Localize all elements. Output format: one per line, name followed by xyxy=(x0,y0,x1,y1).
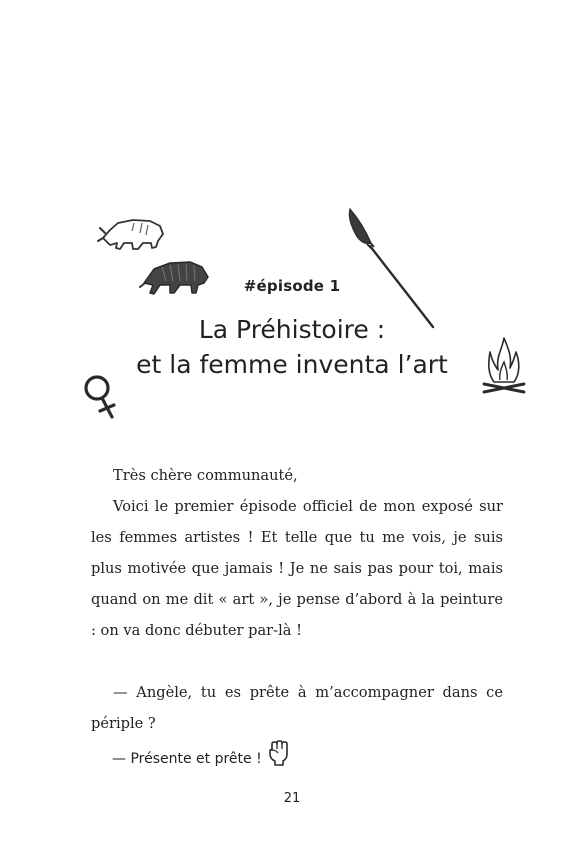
episode-label: #épisode 1 xyxy=(243,277,341,295)
page-number: 21 xyxy=(283,791,301,806)
chapter-title-line-1: La Préhistoire : xyxy=(198,315,386,344)
spear-icon xyxy=(345,207,437,329)
raised-fist-icon xyxy=(268,740,290,778)
rhinoceros-icon xyxy=(98,213,168,257)
chapter-title-line-2: et la femme inventa l’art xyxy=(136,350,448,379)
dialogue-line-2: — Présente et prête ! xyxy=(112,751,262,767)
dialogue-line-1: — Angèle, tu es prête à m’accompagner dans ce périple ? xyxy=(91,684,503,732)
dialogue-line-2-container xyxy=(112,740,290,778)
greeting-paragraph: Très chère communauté, xyxy=(113,467,298,484)
intro-paragraph: Voici le premier épisode officiel de mon exposé sur les femmes artistes ! Et telle que tu me vois, je suis plus motivée que jamais ! Je ne sais pas pour toi, mais quand on me dit « art », je pense d’abord à la peinture : on va donc débuter par-là ! xyxy=(91,498,503,639)
